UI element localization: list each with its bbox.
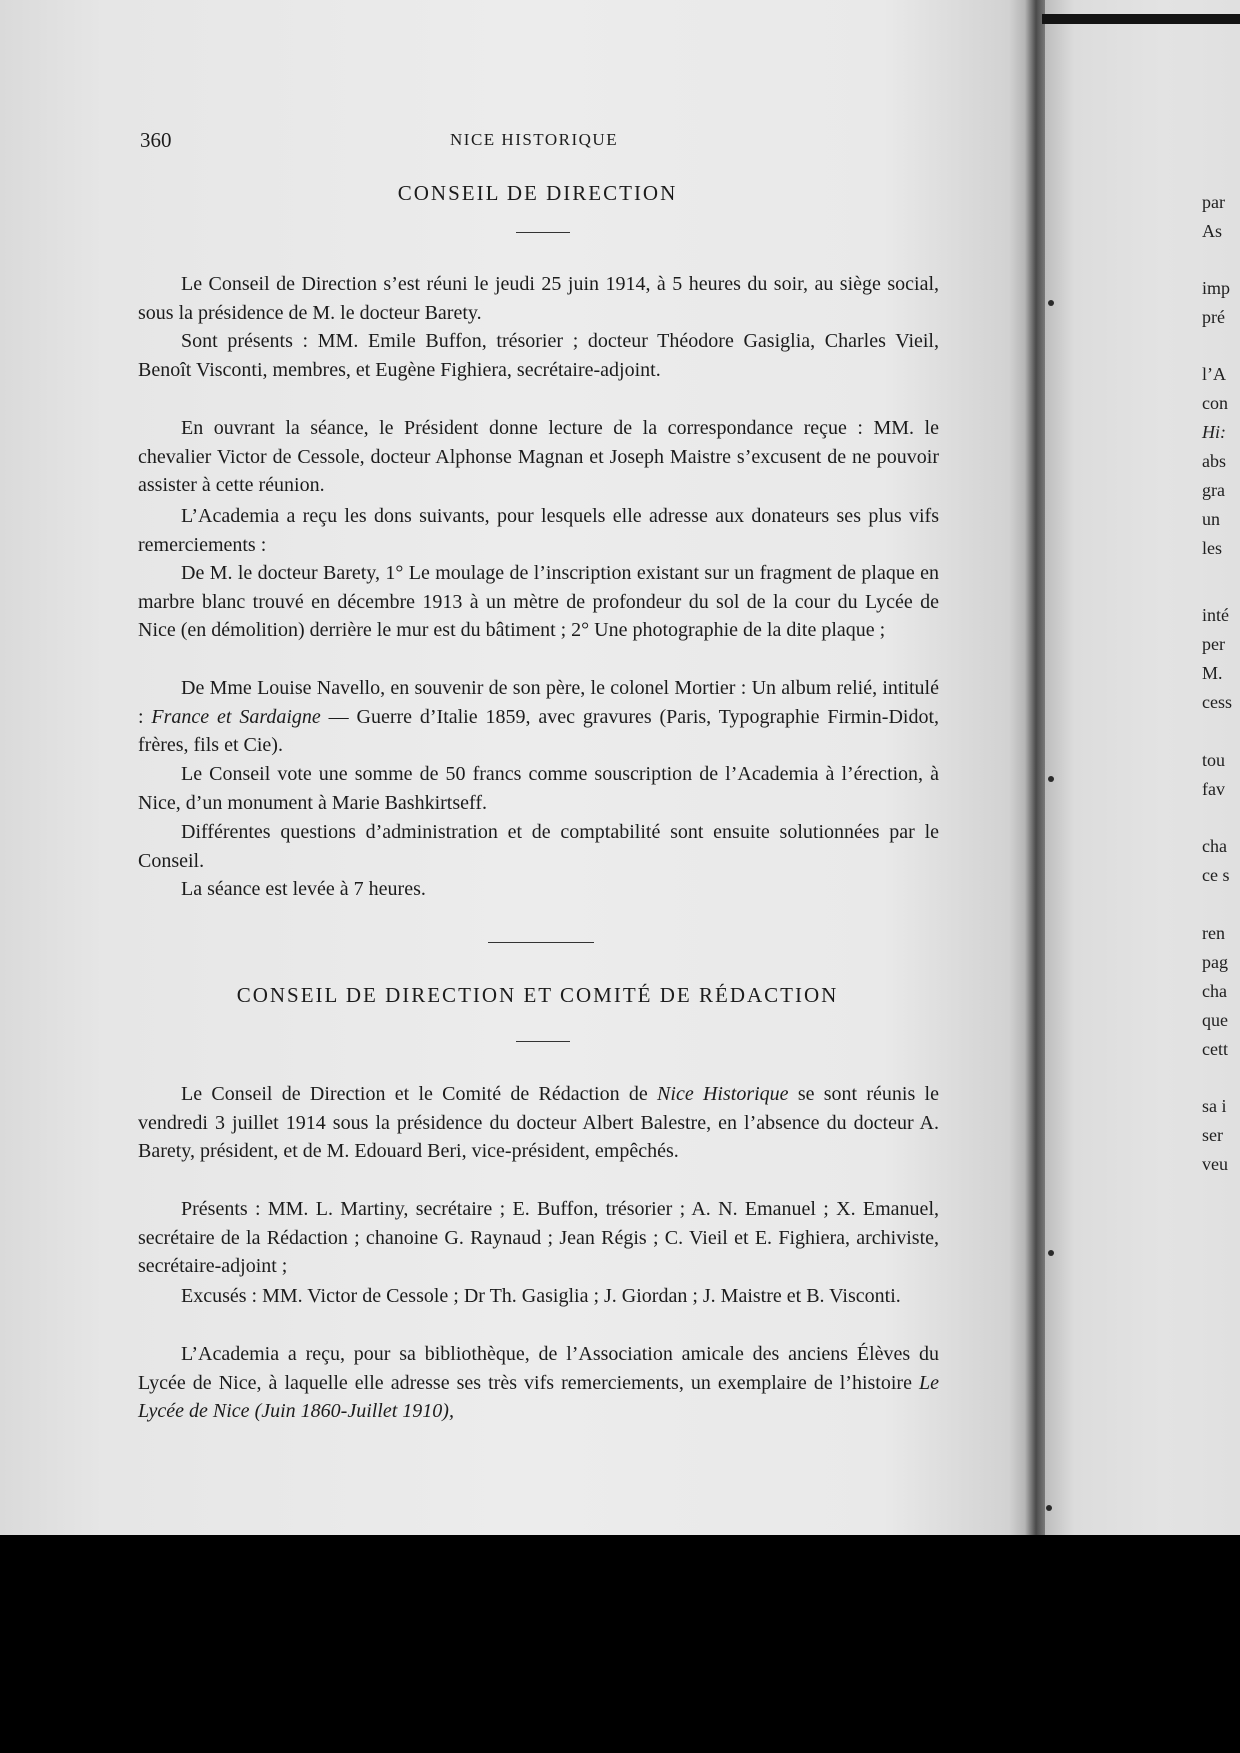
facing-page-fragment: cett	[1202, 1039, 1228, 1059]
facing-page-fragment: sa i	[1202, 1096, 1227, 1116]
paragraph: Sont présents : MM. Emile Buffon, trésorier ; docteur Théodore Gasiglia, Charles Vieil, Benoît Visconti, membres, et Eugène Fighiera, secrétaire-adjoint.	[138, 330, 939, 381]
facing-page-fragment: les	[1202, 538, 1222, 558]
facing-page-fragment: cha	[1202, 981, 1227, 1001]
facing-page-fragment: cha	[1202, 836, 1227, 856]
facing-page-fragment: gra	[1202, 480, 1225, 500]
paragraph: L’Academia a reçu les dons suivants, pour lesquels elle adresse aux donateurs ses plus vifs remerciements :	[138, 505, 939, 556]
paragraph: De M. le docteur Barety, 1° Le moulage de l’inscription existant sur un fragment de plaque en marbre blanc trouvé en décembre 1913 à un mètre de profondeur du sol de la cour du Lycée de Nice (en démolition) derrière le mur est du bâtiment ; 2° Une photographie de la dite plaque ;	[138, 562, 939, 642]
book-gutter	[1025, 0, 1045, 1535]
page-number: 360	[140, 128, 172, 152]
facing-page-fragment: ce s	[1202, 865, 1230, 885]
facing-page-fragment: M.	[1202, 663, 1223, 683]
paragraph: L’Academia a reçu, pour sa bibliothèque, de l’Association amicale des anciens Élèves du Lycée de Nice, à laquelle elle adresse ses très vifs remerciements, un exemplaire de l’histoire Le Lycée de Nice (Juin 1860-Juillet 1910),	[138, 1343, 939, 1423]
gutter-mark	[1048, 776, 1054, 782]
facing-page-fragment: per	[1202, 634, 1225, 654]
facing-page-fragment: pag	[1202, 952, 1228, 972]
italic-title: Nice Historique	[657, 1083, 789, 1105]
facing-page-fragment: un	[1202, 509, 1220, 529]
section-title-conseil-de-direction: CONSEIL DE DIRECTION	[397, 181, 678, 205]
paragraph: De Mme Louise Navello, en souvenir de son père, le colonel Mortier : Un album relié, intitulé : France et Sardaigne — Guerre d’Italie 1859, avec gravures (Paris, Typographie Firmin-Didot, frères, fils et Cie).	[138, 677, 939, 757]
facing-page-fragment: imp	[1202, 278, 1231, 298]
italic-title: France et Sardaigne	[151, 705, 321, 728]
facing-page-fragment: que	[1202, 1010, 1228, 1030]
section-title-conseil-et-comite: CONSEIL DE DIRECTION ET COMITÉ DE RÉDACTION	[236, 983, 839, 1007]
paragraph: Le Conseil de Direction et le Comité de Rédaction de Nice Historique se sont réunis le vendredi 3 juillet 1914 sous la présidence du docteur Albert Balestre, en l’absence du docteur A. Barety, président, et de M. Edouard Beri, vice-président, empêchés.	[138, 1083, 939, 1163]
facing-page-fragment: par	[1202, 192, 1225, 212]
facing-page-top-rule	[1042, 14, 1240, 24]
gutter-mark	[1048, 1250, 1054, 1256]
section-divider	[488, 942, 594, 943]
paragraph: En ouvrant la séance, le Président donne lecture de la correspondance reçue : MM. le chevalier Victor de Cessole, docteur Alphonse Magnan et Joseph Maistre s’excusent de ne pouvoir assister à cette réunion.	[138, 417, 939, 497]
italic-title: Le Lycée de Nice (Juin 1860-Juillet 1910),	[138, 1371, 939, 1423]
facing-page-fragment: tou	[1202, 750, 1226, 770]
paragraph: Excusés : MM. Victor de Cessole ; Dr Th. Gasiglia ; J. Giordan ; J. Maistre et B. Visconti.	[181, 1285, 901, 1307]
facing-page-fragment: As	[1202, 221, 1223, 241]
gutter-mark	[1046, 1505, 1052, 1511]
paragraph: Le Conseil de Direction s’est réuni le jeudi 25 juin 1914, à 5 heures du soir, au siège social, sous la présidence de M. le docteur Barety.	[138, 273, 939, 324]
facing-page-fragment: l’A	[1202, 364, 1226, 384]
title-short-rule	[516, 232, 570, 233]
facing-page-fragment: pré	[1202, 307, 1225, 327]
running-head: NICE HISTORIQUE	[450, 130, 619, 149]
facing-page-fragment: cess	[1202, 692, 1232, 712]
paragraph: La séance est levée à 7 heures.	[181, 878, 426, 900]
facing-page-fragment: inté	[1202, 605, 1229, 625]
facing-page-fragment: ser	[1202, 1125, 1223, 1145]
facing-page-fragment: ren	[1202, 923, 1225, 943]
scan-bottom-border	[0, 1535, 1240, 1753]
gutter-mark	[1048, 300, 1054, 306]
facing-page-fragment: abs	[1202, 451, 1226, 471]
facing-page-fragment: fav	[1202, 779, 1225, 799]
title-short-rule	[516, 1041, 570, 1042]
paragraph: Présents : MM. L. Martiny, secrétaire ; E. Buffon, trésorier ; A. N. Emanuel ; X. Emanuel, secrétaire de la Rédaction ; chanoine G. Raynaud ; Jean Régis ; C. Vieil et E. Fighiera, archiviste, secrétaire-adjoint ;	[138, 1198, 939, 1278]
facing-page-fragment: Hi:	[1202, 422, 1226, 442]
facing-page-fragment: con	[1202, 393, 1228, 413]
paragraph: Différentes questions d’administration et de comptabilité sont ensuite solutionnées par le Conseil.	[138, 821, 939, 872]
paragraph: Le Conseil vote une somme de 50 francs comme souscription de l’Academia à l’érection, à Nice, d’un monument à Marie Bashkirtseff.	[138, 763, 939, 814]
facing-page-fragment: veu	[1202, 1154, 1228, 1174]
